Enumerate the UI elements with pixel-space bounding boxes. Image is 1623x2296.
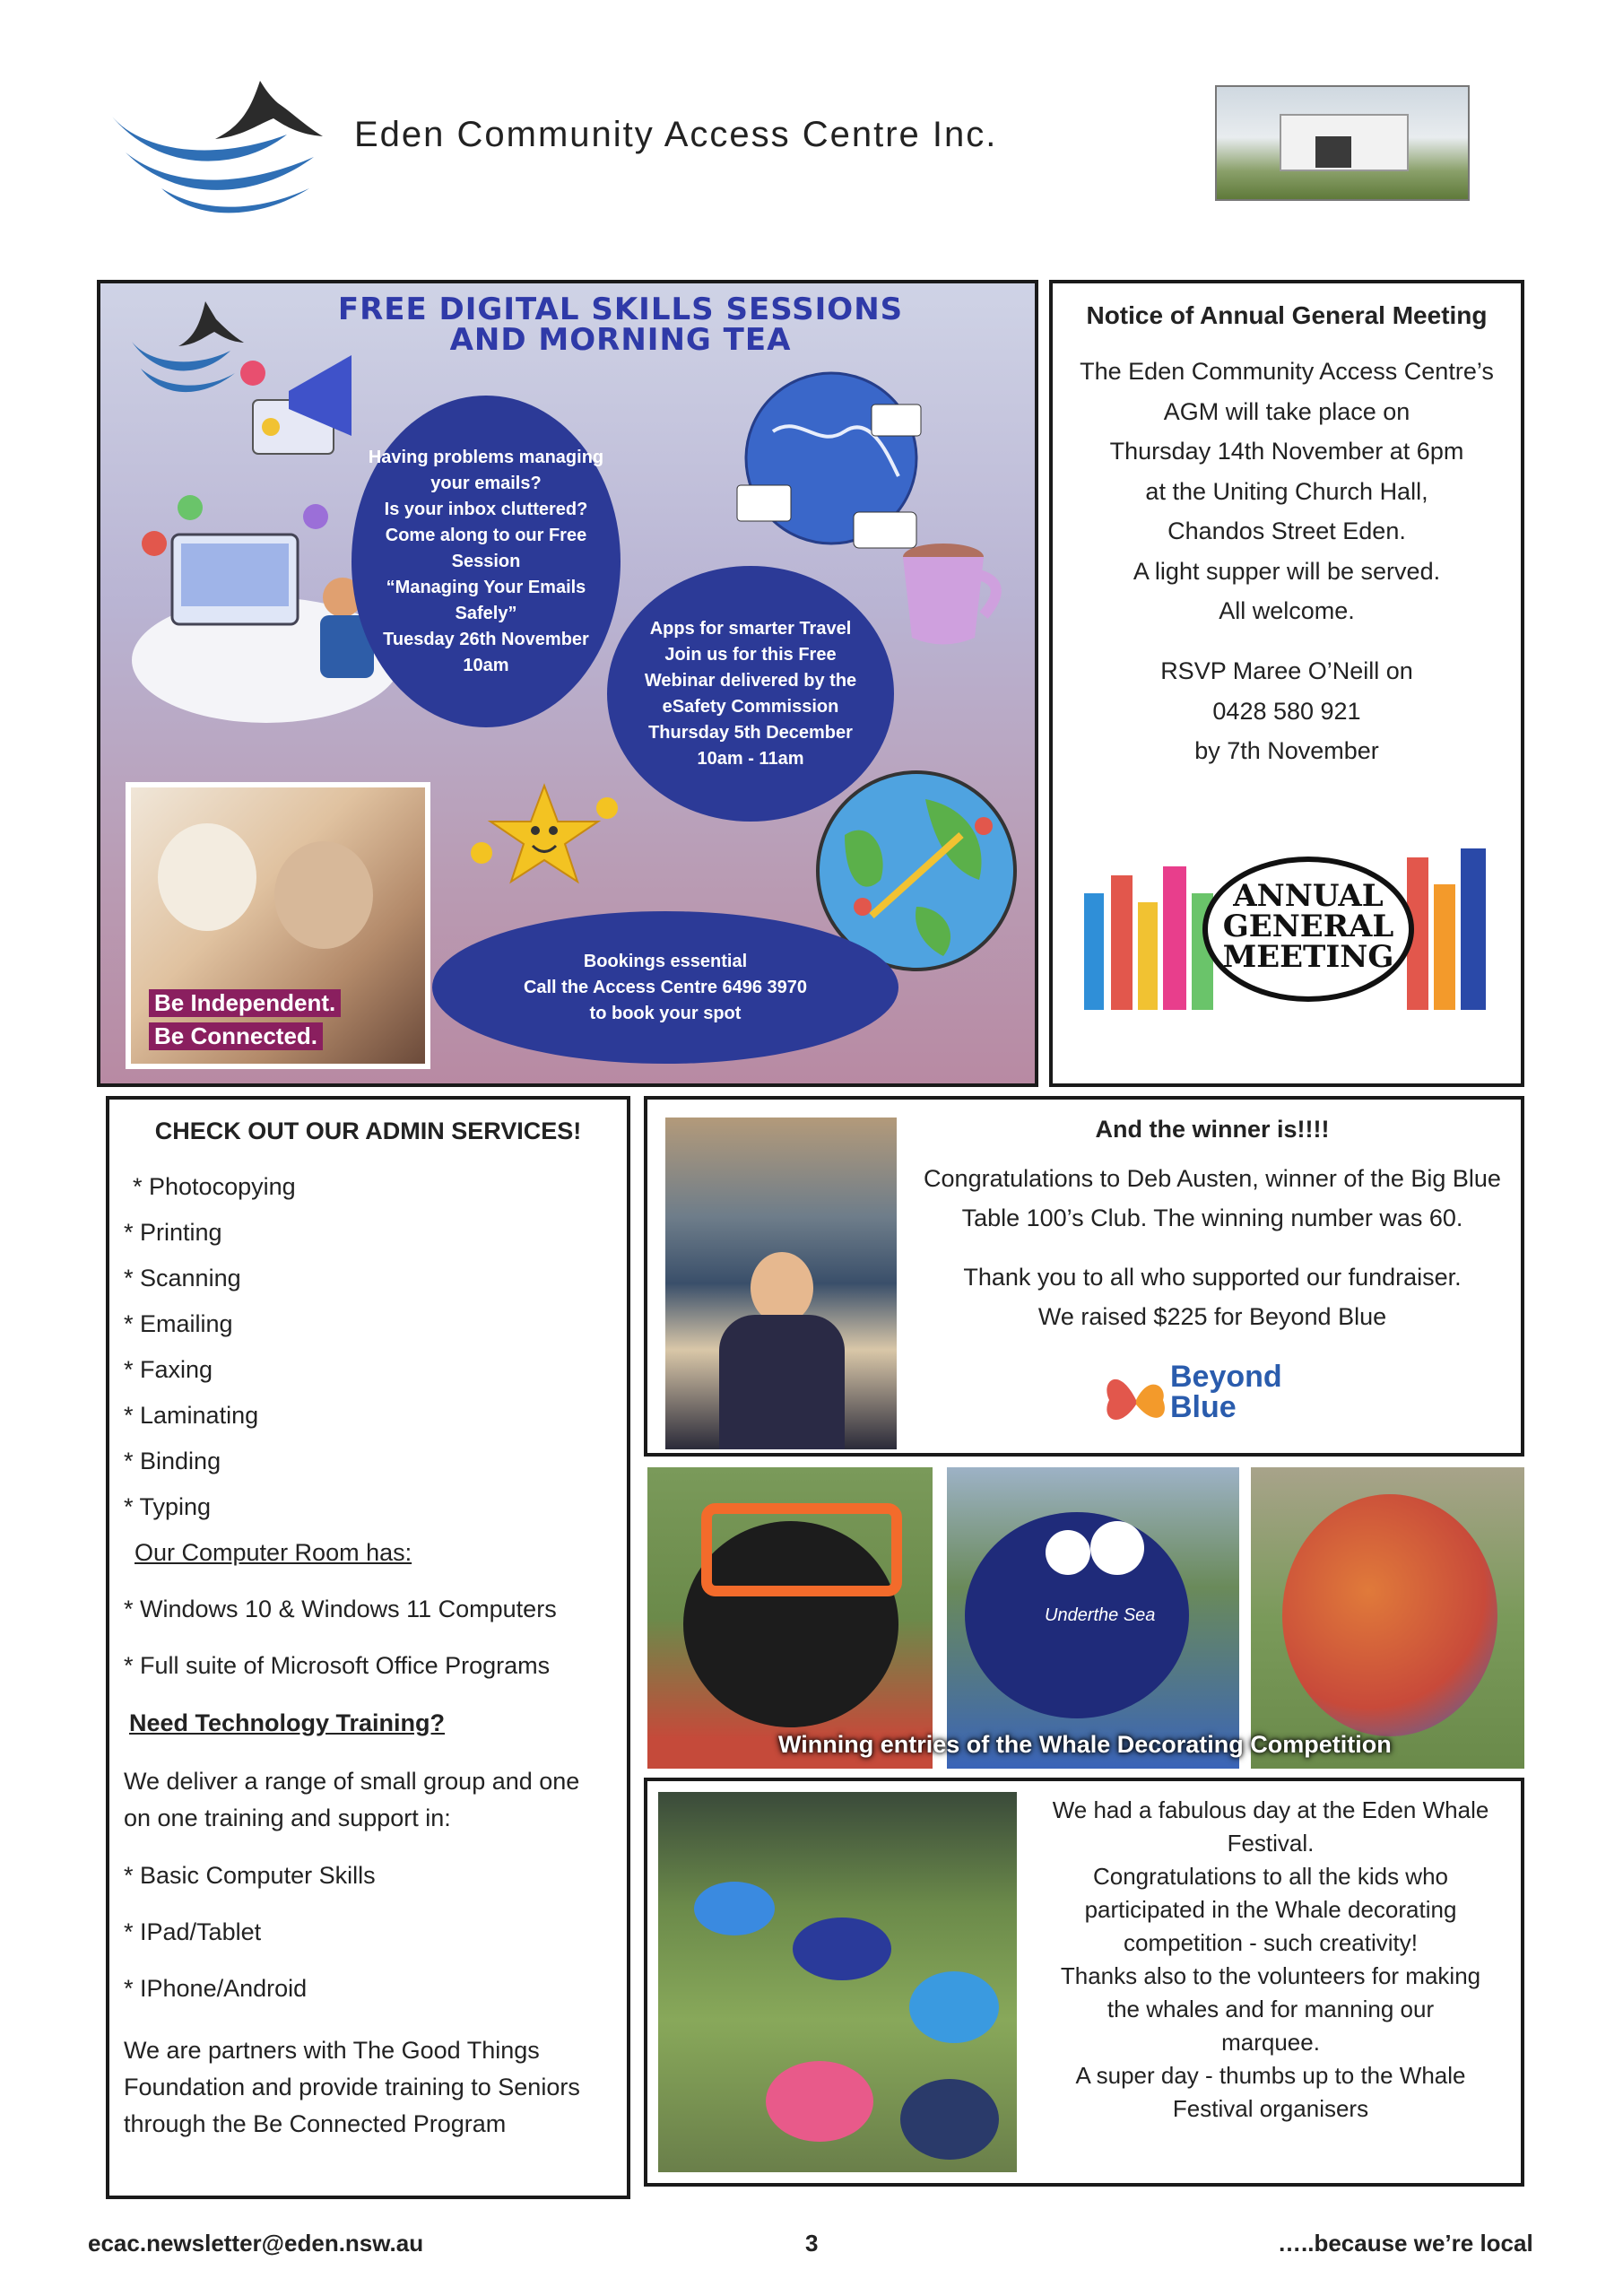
org-name: Eden Community Access Centre Inc. bbox=[354, 115, 998, 154]
bookings-bubble bbox=[432, 911, 898, 1064]
butterfly-icon bbox=[1100, 1364, 1172, 1436]
training-item: * IPhone/Android bbox=[124, 1975, 308, 2002]
footer-email[interactable]: ecac.newsletter@eden.nsw.au bbox=[88, 2230, 424, 2257]
beyond-blue-line2: Blue bbox=[1170, 1390, 1237, 1424]
computer-room-heading: Our Computer Room has: bbox=[135, 1539, 412, 1566]
global-network-icon bbox=[719, 351, 943, 566]
service-item: * Typing bbox=[124, 1493, 212, 1520]
be-connected-tag: Be Connected. bbox=[149, 1022, 323, 1050]
partners-text: We are partners with The Good Things Foundation and provide training to Seniors through the Be Connected Program bbox=[124, 2037, 580, 2137]
service-item: * Binding bbox=[124, 1448, 221, 1474]
winner-thanks: Thank you to all who supported our fundraiser. We raised $225 for Beyond Blue bbox=[963, 1264, 1462, 1330]
computer-room-item: * Windows 10 & Windows 11 Computers bbox=[124, 1596, 557, 1622]
training-item: * IPad/Tablet bbox=[124, 1918, 262, 1945]
winner-photo bbox=[665, 1118, 897, 1449]
footer-tagline: …..because we’re local bbox=[1278, 2230, 1533, 2257]
agm-graphic-line3: MEETING bbox=[1222, 939, 1394, 975]
agm-graphic-line1: ANNUAL bbox=[1233, 878, 1384, 914]
service-item: * Laminating bbox=[124, 1402, 259, 1429]
agm-details: The Eden Community Access Centre’s AGM will take place on Thursday 14th November at 6pm at the Uniting Church Hall, Chandos Street Eden. A light supper will be served. All welcome. bbox=[1080, 358, 1494, 624]
whale-festival-box bbox=[644, 1778, 1524, 2187]
email-session-text: Having problems managing your emails? Is your inbox cluttered? Come along to our Free Session “Managing Your Emails Safely” Tuesday 26th November 10am bbox=[368, 447, 604, 675]
agm-notice-box bbox=[1049, 280, 1524, 1087]
agm-rsvp: RSVP Maree O’Neill on 0428 580 921 by 7th November bbox=[1160, 657, 1413, 764]
whale-entry-photo-3 bbox=[1251, 1467, 1524, 1769]
page-number: 3 bbox=[805, 2230, 819, 2257]
service-item: * Printing bbox=[124, 1219, 222, 1246]
whale-photo-tag: Underthe Sea bbox=[1045, 1605, 1156, 1625]
training-heading: Need Technology Training? bbox=[129, 1709, 446, 1736]
eden-whale-logo bbox=[108, 63, 341, 220]
service-item: * Photocopying bbox=[133, 1173, 296, 1200]
winner-title: And the winner is!!!! bbox=[1095, 1116, 1330, 1143]
service-item: * Faxing bbox=[124, 1356, 213, 1383]
smiling-star-icon bbox=[468, 781, 621, 889]
service-item: * Emailing bbox=[124, 1310, 233, 1337]
poster-title-line2: AND MORNING TEA bbox=[449, 322, 792, 358]
admin-title: CHECK OUT OUR ADMIN SERVICES! bbox=[154, 1118, 582, 1144]
agm-hands-graphic bbox=[1084, 831, 1497, 1019]
beyond-blue-logo bbox=[1100, 1360, 1298, 1440]
whale-entry-photo-1 bbox=[647, 1467, 933, 1769]
festival-text: We had a fabulous day at the Eden Whale Festival. Congratulations to all the kids who participated in the Whale decorating competition - such creativity! Thanks also to the volunteers for making the whales and for manning our marquee. A super day - thumbs up to the Whale Festival organisers bbox=[1052, 1796, 1489, 2122]
bookings-text: Bookings essential Call the Access Centre 6496 3970 to book your spot bbox=[523, 951, 808, 1023]
training-intro: We deliver a range of small group and one on one training and support in: bbox=[124, 1768, 580, 1831]
service-item: * Scanning bbox=[124, 1265, 241, 1292]
coffee-mug-icon bbox=[890, 535, 1015, 651]
computer-room-item: * Full suite of Microsoft Office Programs bbox=[124, 1652, 551, 1679]
poster-whale-logo bbox=[123, 292, 248, 409]
winner-congrats: Congratulations to Deb Austen, winner of the Big Blue Table 100’s Club. The winning number was 60. bbox=[924, 1165, 1501, 1231]
whale-competition-caption: Winning entries of the Whale Decorating Competition bbox=[778, 1731, 1392, 1758]
agm-graphic-line2: GENERAL bbox=[1222, 909, 1394, 944]
be-independent-tag: Be Independent. bbox=[149, 989, 341, 1017]
beyond-blue-line1: Beyond bbox=[1170, 1360, 1282, 1394]
winner-box bbox=[644, 1096, 1524, 1457]
training-item: * Basic Computer Skills bbox=[124, 1862, 376, 1889]
agm-title: Notice of Annual General Meeting bbox=[1086, 301, 1488, 329]
seniors-tablet-photo bbox=[126, 782, 430, 1069]
megaphone-icon bbox=[235, 337, 378, 472]
email-session-bubble bbox=[352, 396, 621, 727]
centre-building-photo bbox=[1215, 85, 1470, 201]
admin-services-box bbox=[106, 1096, 630, 2199]
travel-webinar-text: Apps for smarter Travel Join us for this Free Webinar delivered by the eSafety Commission Thursday 5th December 10am - 11am bbox=[644, 618, 857, 769]
travel-webinar-bubble bbox=[607, 566, 894, 822]
whale-festival-photo bbox=[658, 1792, 1017, 2172]
poster-title-line1: FREE DIGITAL SKILLS SESSIONS bbox=[337, 291, 904, 327]
